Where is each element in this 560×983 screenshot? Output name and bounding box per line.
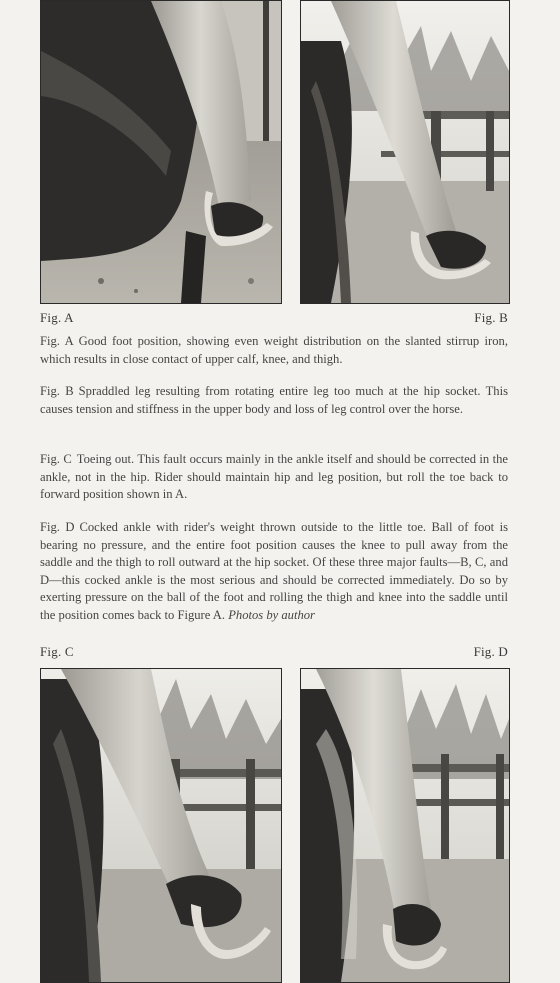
caption-c [40, 451, 508, 504]
caption-a [40, 333, 508, 368]
photo-credit: Photos by author [228, 607, 315, 622]
figure-label-b: Fig. B [474, 310, 508, 325]
caption-d-text: Cocked ankle with rider's weight thrown outside to the little toe. Ball of foot is bearing no pressure, and the entire foot position causes the knee to pull away from the saddle and the thigh to roll outward at the hip socket. Of these three major faults—B, C, and D—this cocked ankle is the most serious and should be corrected immediately. Do so by exerting pressure on the ball of the foot and rolling the thigh and knee into the saddle until the position comes back to Figure A. [40, 520, 508, 622]
caption-a-text: Good foot position, showing even weight distribution on the slanted stirrup iron, which results in close contact of upper calf, knee, and thigh. [40, 334, 508, 366]
photo-fig-c [40, 668, 282, 983]
figure-label-c: Fig. C [40, 644, 74, 659]
photo-fig-d [300, 668, 510, 983]
photo-fig-b [300, 0, 510, 304]
caption-c-fig: Fig. C [40, 452, 72, 466]
caption-b-text: Spraddled leg resulting from rotating entire leg too much at the hip socket. This causes tension and stiffness in the upper body and loss of leg control over the horse. [40, 384, 508, 416]
figure-label-a: Fig. A [40, 310, 74, 325]
caption-b [40, 383, 508, 418]
caption-b-fig: Fig. B [40, 384, 74, 398]
caption-d [40, 519, 508, 624]
caption-c-text: Toeing out. This fault occurs mainly in the ankle itself and should be corrected in the ankle, not in the hip. Rider should maintain hip and leg position, but roll the toe back to forward position shown in A. [40, 452, 508, 501]
caption-a-fig: Fig. A [40, 334, 74, 348]
figure-label-d: Fig. D [473, 644, 508, 659]
photo-fig-a [40, 0, 282, 304]
caption-d-fig: Fig. D [40, 520, 75, 534]
